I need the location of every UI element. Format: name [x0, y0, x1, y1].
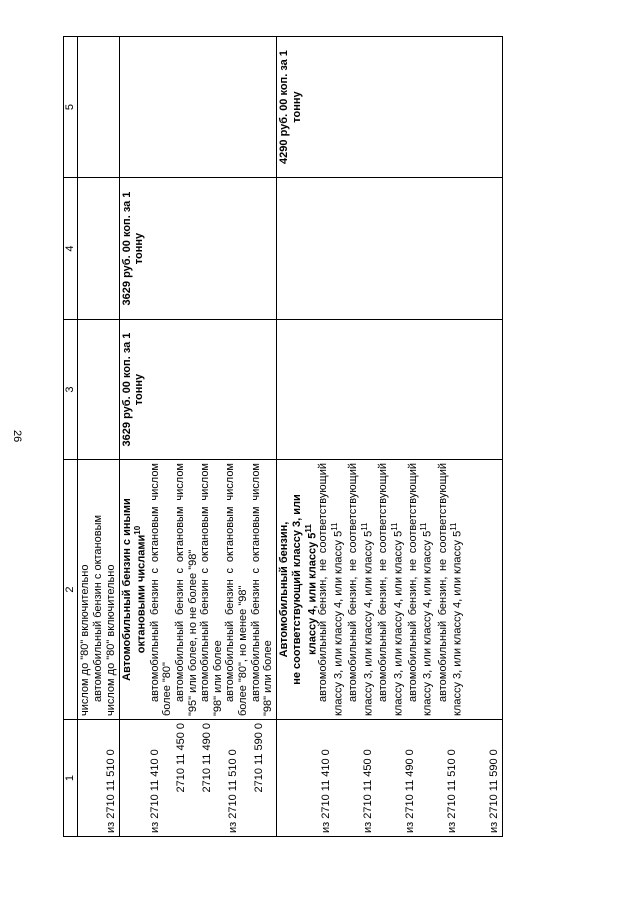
rate-cell-col3: [119, 320, 276, 460]
commodity-code: 2710 11 490 0: [200, 723, 213, 793]
rate-value: 3629 руб. 00 коп. за 1 тонну: [120, 191, 146, 306]
excise-rates-table: [63, 36, 503, 837]
description-line: автомобильный бензин с октановым: [91, 514, 104, 702]
description-item: автомобильный бензин, не соответствующий классу 3, или классу 4, или классу $5^{11}$: [436, 463, 465, 716]
document-table-sheet: [63, 37, 583, 837]
column-number-row: [64, 37, 78, 837]
rate-cell-col5: [119, 37, 276, 178]
column-number: 1: [64, 720, 78, 837]
description-item: автомобильный бензин с октановым числом "98" или более: [249, 463, 275, 716]
commodity-code: из 2710 11 490 0: [403, 749, 416, 833]
rate-cell-col3: [77, 320, 119, 460]
code-cell: [77, 720, 119, 837]
table-row-non-class: [276, 37, 502, 837]
rate-cell-col4: [276, 178, 502, 320]
rate-value: 4290 руб. 00 коп. за 1 тонну: [277, 50, 303, 164]
description-item: автомобильный бензин с октановым числом "95" или более, но не более "98": [173, 463, 199, 716]
commodity-code: из 2710 11 410 0: [148, 749, 161, 833]
description-item: автомобильный бензин, не соответствующий классу 3, или классу 4, или классу $5^{11}$: [376, 463, 405, 716]
column-number: 4: [64, 178, 78, 320]
description-item: автомобильный бензин с октановым числом "98" или более: [199, 463, 224, 716]
description-cell: [119, 460, 276, 720]
code-cell: [119, 720, 276, 837]
description-item: автомобильный бензин, не соответствующий классу 3, или классу 4, или классу $5^{11}$: [346, 463, 375, 716]
commodity-code: из 2710 11 510 0: [104, 749, 117, 833]
table-row-other-octane: [119, 37, 276, 837]
column-number: 2: [64, 460, 78, 720]
rate-cell-col5: [77, 37, 119, 178]
rate-cell-col4: [77, 178, 119, 320]
description-item: автомобильный бензин, не соответствующий классу 3, или классу 4, или классу $5^{11}$: [406, 463, 435, 716]
column-number: 5: [64, 37, 78, 178]
commodity-code: из 2710 11 410 0: [319, 749, 332, 833]
page-number: 26: [11, 430, 23, 443]
commodity-code: из 2710 11 450 0: [361, 749, 374, 833]
column-number: 3: [64, 320, 78, 460]
description-item: автомобильный бензин с октановым числом более "80": [148, 463, 174, 716]
commodity-code: из 2710 11 510 0: [226, 749, 239, 833]
commodity-code: 2710 11 450 0: [174, 723, 187, 793]
description-line: числом до "80" включительно: [78, 564, 91, 716]
rate-cell-col4: [119, 178, 276, 320]
commodity-code: из 2710 11 590 0: [487, 749, 500, 833]
rate-cell-col5: [276, 37, 502, 178]
description-line: числом до "80" включительно: [104, 564, 117, 716]
rate-cell-col3: [276, 320, 502, 460]
description-cell: [276, 460, 502, 720]
section-title: Автомобильный бензин, не соответствующий классу 3, или классу 4, или классу $5^{11}$: [277, 494, 319, 685]
commodity-code: 2710 11 590 0: [252, 723, 265, 793]
description-item: автомобильный бензин с октановым числом более "80", но менее "98": [224, 463, 250, 716]
description-cell: [77, 460, 119, 720]
description-item: автомобильный бензин, не соответствующий классу 3, или классу 4, или классу $5^{11}$: [316, 463, 345, 716]
section-title: Автомобильный бензин с иными октановыми числами$^{10}$: [120, 498, 148, 681]
table-row-octane-80: [77, 37, 119, 837]
commodity-code: из 2710 11 510 0: [445, 749, 458, 833]
rate-value: 3629 руб. 00 коп. за 1 тонну: [120, 332, 146, 447]
code-cell: [276, 720, 502, 837]
